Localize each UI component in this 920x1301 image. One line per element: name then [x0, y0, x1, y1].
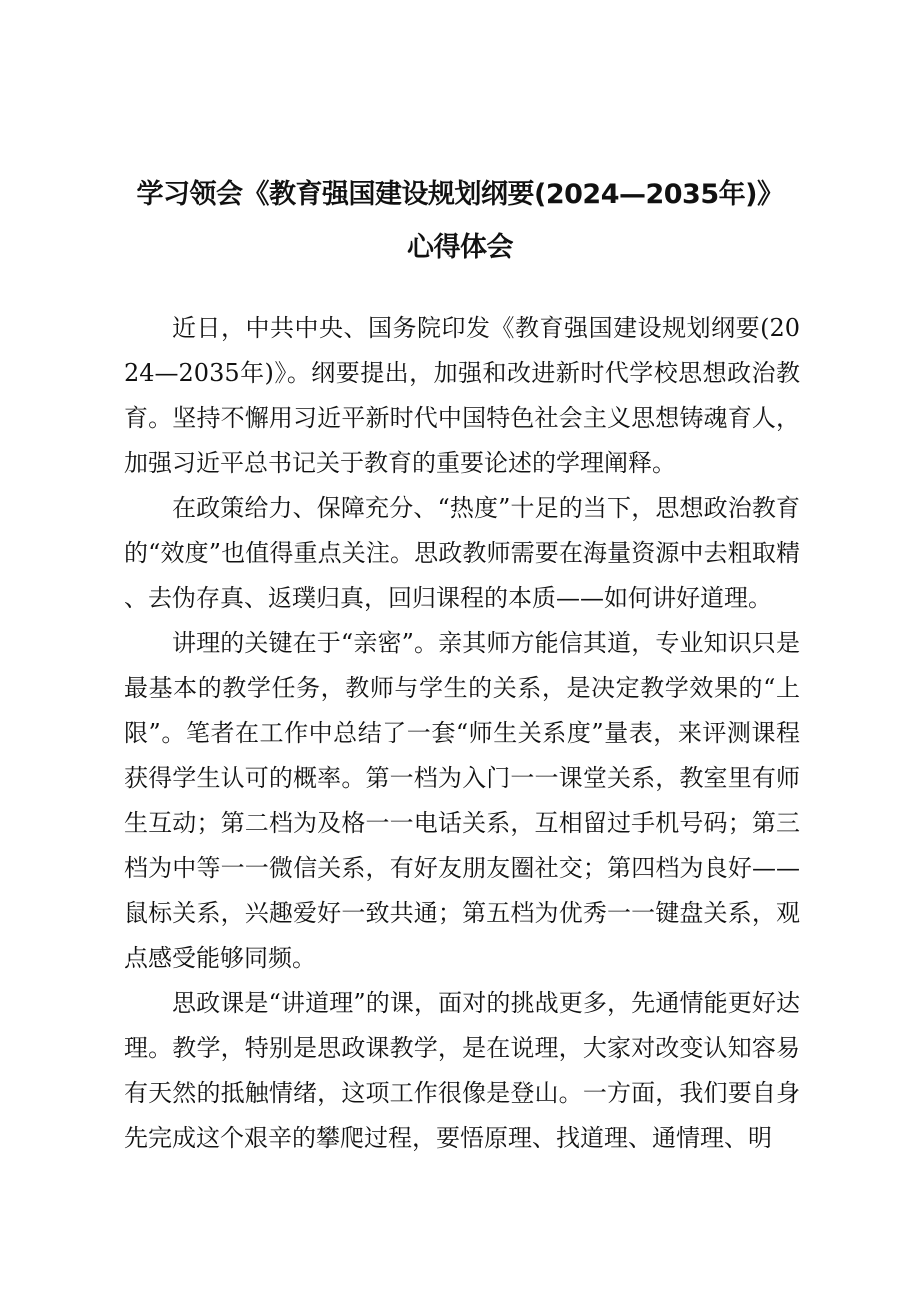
- paragraph-4: 思政课是“讲道理”的课，面对的挑战更多，先通情能更好达理。教学，特别是思政课教学，是在说理，大家对改变认知容易有天然的抵触情绪，这项工作很像是登山。一方面，我们要自身先完成这个艰辛的攀爬过程，要悟原理、找道理、通情理、明: [124, 989, 800, 1152]
- paragraph-3: 讲理的关键在于“亲密”。亲其师方能信其道，专业知识只是最基本的教学任务，教师与学生的关系，是决定教学效果的“上限”。笔者在工作中总结了一套“师生关系度”量表，来评测课程获得学生认可的概率。第一档为入门一一课堂关系，教室里有师生互动；第二档为及格一一电话关系，互相留过手机号码；第三档为中等一一微信关系，有好友朋友圈社交；第四档为良好——鼠标关系，兴趣爱好一致共通；第五档为优秀一一键盘关系，观点感受能够同频。: [124, 629, 800, 972]
- document-title-line-2: 心得体会: [407, 232, 513, 263]
- paragraph-1: 近日，中共中央、国务院印发《教育强国建设规划纲要(2024—2035年)》。纲要提出，加强和改进新时代学校思想政治教育。坚持不懈用习近平新时代中国特色社会主义思想铸魂育人，加强习近平总书记关于教育的重要论述的学理阐释。: [124, 314, 800, 477]
- paragraph-2: 在政策给力、保障充分、“热度”十足的当下，思想政治教育的“效度”也值得重点关注。思政教师需要在海量资源中去粗取精、去伪存真、返璞归真，回归课程的本质——如何讲好道理。: [124, 494, 800, 612]
- document-body: [124, 306, 800, 1161]
- document-title-line-1: 学习领会《教育强国建设规划纲要(2024—2035年)》: [136, 179, 784, 210]
